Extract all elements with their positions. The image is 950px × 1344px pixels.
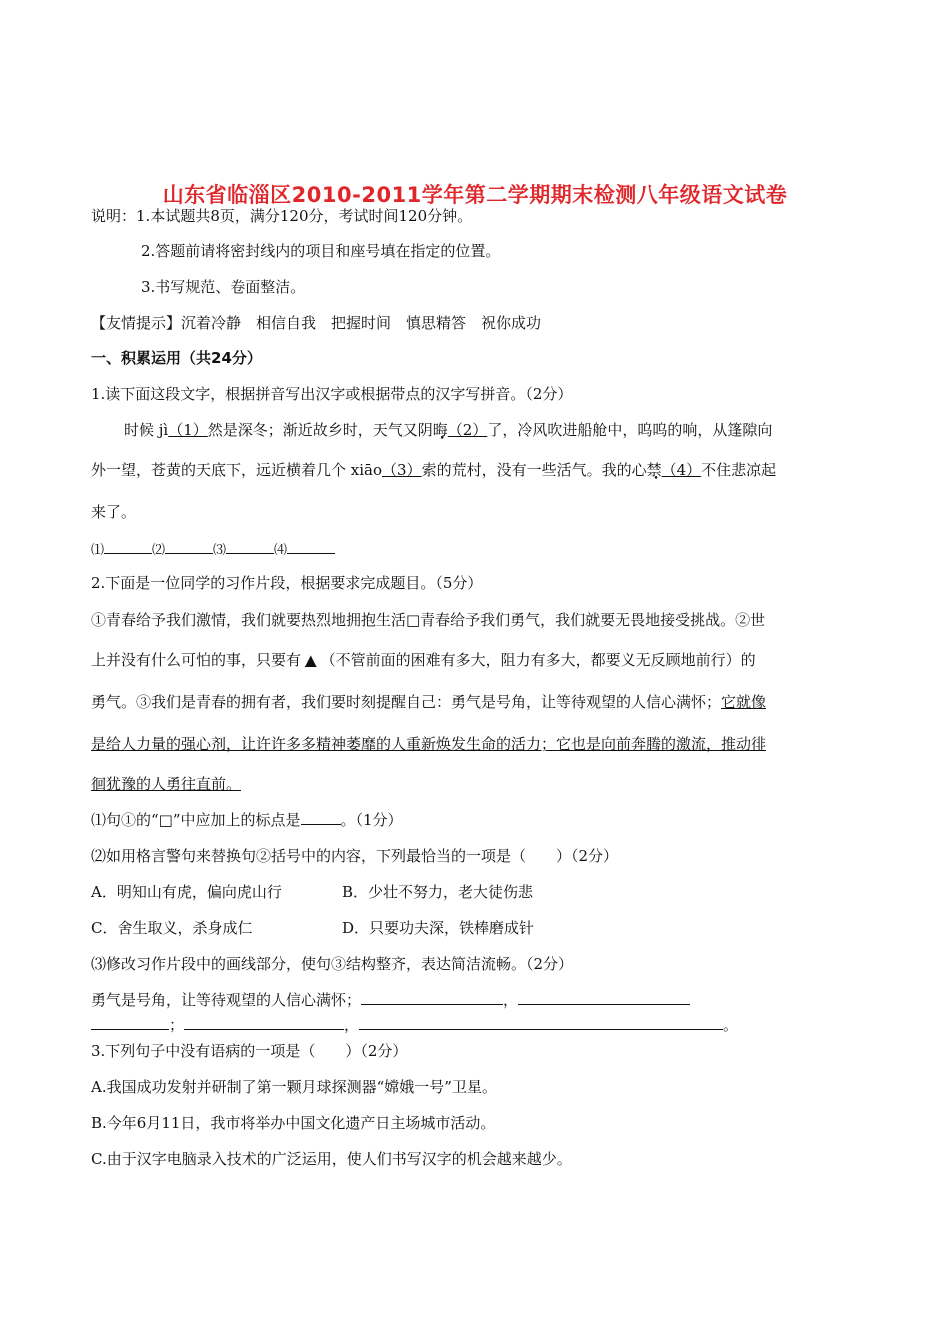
answer-field[interactable] (287, 539, 335, 554)
answer-label: ⑴ (91, 543, 105, 558)
q1-blank-2: （2） (447, 421, 488, 439)
answer-label: ⑷ (274, 543, 288, 558)
answer-field[interactable] (361, 990, 503, 1005)
q2-sub-3: ⑶修改习作片段中的画线部分，使句③结构整齐，表达简洁流畅。（2分） (91, 955, 574, 973)
note-3: 3.书写规范、卷面整洁。 (141, 278, 306, 296)
q1-text: 时候 jì (124, 421, 169, 439)
q2-passage-line-3 (91, 692, 766, 712)
q1-prompt: 1.读下面这段文字，根据拼音写出汉字或根据带点的汉字写拼音。（2分） (91, 385, 573, 403)
answer-label: ⑶ (213, 543, 227, 558)
q1-text: 然是深冬；渐近故乡时，天气又阴 (207, 421, 433, 439)
q2-sub-1-text: ⑴句①的“□”中应加上的标点是 (91, 811, 301, 829)
notes-label: 说明： (91, 207, 137, 225)
q2-underlined-line-5: 徊犹豫的人勇往直前。 (91, 775, 242, 793)
q1-text: 了，冷风吹进船舱中，呜呜的响，从篷隙向 (487, 421, 773, 439)
note-2: 2.答题前请将密封线内的项目和座号填在指定的位置。 (141, 242, 501, 260)
note-1: 1.本试题共8页，满分120分，考试时间120分钟。 (136, 207, 473, 225)
q2-passage-line-2 (91, 650, 756, 670)
q2-text: 上并没有什么可怕的事，只要有 (91, 651, 302, 669)
q1-blank-3: （3） (382, 461, 422, 479)
q2-underlined-text: 它就像 (721, 693, 767, 711)
q1-blank-4: （4） (661, 461, 702, 479)
q1-passage-line-1 (124, 420, 772, 440)
q2-sub-3-answer-line-1 (91, 990, 690, 1010)
q2-sub-1-score: 。（1分） (340, 811, 403, 829)
answer-field[interactable] (359, 1015, 723, 1030)
answer-field[interactable] (91, 1015, 169, 1030)
answer-field[interactable] (226, 539, 274, 554)
page-title: 山东省临淄区2010-2011学年第二学期期末检测八年级语文试卷 (162, 183, 788, 207)
q3-option-a: A.我国成功发射并研制了第一颗月球探测器“嫦娥一号”卫星。 (91, 1078, 497, 1096)
answer-field[interactable] (165, 539, 213, 554)
q1-passage-line-2 (91, 460, 776, 480)
q2-option-a: A．明知山有虎，偏向虎山行 (91, 883, 282, 901)
q2-sub-2: ⑵如用格言警句来替换句②括号中的内容，下列最恰当的一项是（ ）（2分） (91, 847, 619, 865)
answer-field[interactable] (104, 539, 152, 554)
q2-sub-3-lead: 勇气是号角，让等待观望的人信心满怀； (91, 991, 362, 1009)
friendly-tip: 【友情提示】沉着冷静 相信自我 把握时间 慎思精答 祝你成功 (91, 314, 542, 332)
q1-dotted-char: 禁 (646, 461, 662, 479)
triangle-blank: ▲ (305, 651, 317, 669)
q3-option-b: B.今年6月11日，我市将举办中国文化遗产日主场城市活动。 (91, 1114, 496, 1132)
q2-sub-1 (91, 810, 403, 830)
punct: ， (503, 991, 519, 1009)
q2-option-d: D．只要功夫深，铁棒磨成针 (342, 919, 535, 937)
q2-text: 勇气。③我们是青春的拥有者，我们要时刻提醒自己：勇气是号角，让等待观望的人信心满怀； (91, 693, 722, 711)
q1-text: 外一望，苍黄的天底下，远近横着几个 xiāo (91, 461, 383, 479)
q3-option-c: C.由于汉字电脑录入技术的广泛运用，使人们书写汉字的机会越来越少。 (91, 1150, 572, 1168)
punctuation-answer-field[interactable] (301, 810, 341, 825)
q1-text: 不住悲凉起 (701, 461, 777, 479)
q2-prompt: 2.下面是一位同学的习作片段，根据要求完成题目。（5分） (91, 574, 483, 592)
q1-dotted-char: 晦 (432, 421, 448, 439)
punct: ， (344, 1016, 360, 1034)
section-heading: 一、积累运用（共24分） (91, 349, 262, 367)
q2-option-b: B．少壮不努力，老大徒伤悲 (342, 883, 534, 901)
notes-line-1 (91, 206, 472, 226)
q2-text: （不管前面的困难有多大，阻力有多大，都要义无反顾地前行）的 (320, 651, 756, 669)
q2-passage-line-1: ①青春给予我们激情，我们就要热烈地拥抱生活□青春给予我们勇气，我们就要无畏地接受挑战。②世 (91, 611, 766, 629)
q3-prompt: 3.下列句子中没有语病的一项是（ ）（2分） (91, 1042, 408, 1060)
answer-label: ⑵ (152, 543, 166, 558)
q1-text: 索的荒村，没有一些活气。我的心 (421, 461, 647, 479)
punct: ； (169, 1016, 185, 1034)
q2-underlined-line-4: 是给人力量的强心剂，让许许多多精神萎靡的人重新焕发生命的活力；它也是向前奔腾的激流，推动徘 (91, 735, 767, 753)
q1-passage-line-3: 来了。 (91, 503, 137, 521)
q1-blank-1: （1） (168, 421, 208, 439)
answer-field[interactable] (184, 1015, 344, 1030)
q2-option-c: C．舍生取义，杀身成仁 (91, 919, 253, 937)
answer-field[interactable] (518, 990, 690, 1005)
q1-answer-row (91, 539, 335, 561)
q2-sub-3-answer-line-2 (91, 1015, 738, 1035)
punct: 。 (723, 1016, 739, 1034)
